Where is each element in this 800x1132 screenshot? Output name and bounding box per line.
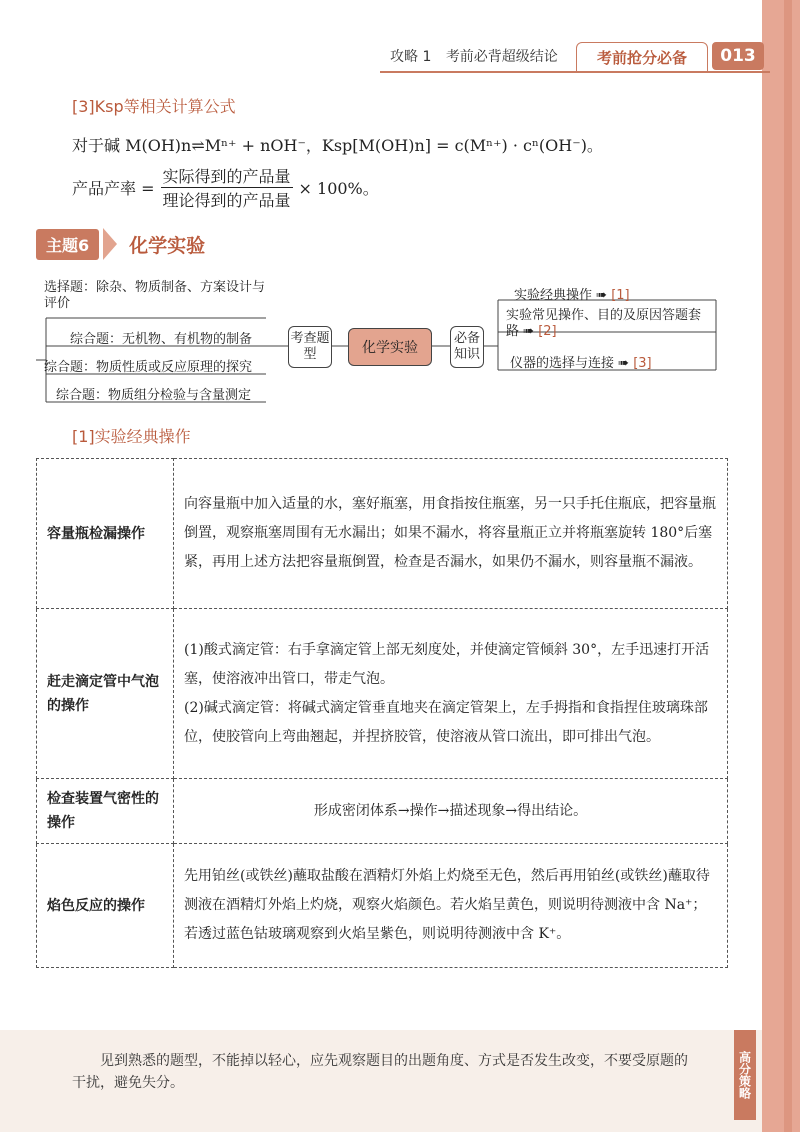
arrow-right-icon: ➠ bbox=[523, 324, 535, 339]
yield-denominator: 理论得到的产品量 bbox=[162, 191, 291, 210]
table-row bbox=[37, 459, 728, 609]
row-label: 焰色反应的操作 bbox=[37, 844, 174, 968]
row-label: 检查装置气密性的操作 bbox=[37, 779, 174, 844]
row-content: (1)酸式滴定管：右手拿滴定管上部无刻度处，并使滴定管倾斜 30°，左手迅速打开活塞，使溶液冲出管口，带走气泡。 (2)碱式滴定管：将碱式滴定管垂直地夹在滴定管架上，左手拇指和食指捏住玻璃珠部位，使胶管向上弯曲翘起，并捏挤胶管，使溶液从管口流出，即可排出气泡。 bbox=[174, 609, 728, 779]
side-tag: 高分策略 bbox=[734, 1030, 756, 1120]
mindmap-left-item: 综合题：物质性质或反应原理的探究 bbox=[44, 360, 253, 375]
row-content: 向容量瓶中加入适量的水，塞好瓶塞，用食指按住瓶塞，另一只手托住瓶底，把容量瓶倒置，观察瓶塞周围有无水漏出；如果不漏水，将容量瓶正立并将瓶塞旋转 180°后塞紧，再用上述方法把容量瓶倒置，检查是否漏水，如果仍不漏水，则容量瓶不漏液。 bbox=[174, 459, 728, 609]
header-strategy-title: 考前必背超级结论 bbox=[445, 49, 558, 65]
row-label: 赶走滴定管中气泡的操作 bbox=[37, 609, 174, 779]
mindmap-left-item: 选择题：除杂、物质制备、方案设计与评价 bbox=[44, 280, 266, 311]
table-row bbox=[37, 779, 728, 844]
row-content: 先用铂丝(或铁丝)蘸取盐酸在酒精灯外焰上灼烧至无色，然后再用铂丝(或铁丝)蘸取待测液在酒精灯外焰上灼烧，观察火焰颜色。若火焰呈黄色，则说明待测液中含 Na⁺；若透过蓝色钴玻璃观察到火焰呈紫色，则说明待测液中含 K⁺。 bbox=[174, 844, 728, 968]
mindmap-right-item: 实验经典操作 ➠ [1] bbox=[514, 288, 630, 303]
section-1-title: [1]实验经典操作 bbox=[72, 427, 191, 446]
section-3-title: [3]Ksp等相关计算公式 bbox=[72, 97, 236, 116]
mindmap-right-item: 实验常见操作、目的及原因答题套路 ➠ [2] bbox=[506, 308, 702, 339]
mindmap-center-node: 化学实验 bbox=[348, 328, 432, 366]
ksp-formula: 对于碱 M(OH)n⇌Mⁿ⁺ + nOH⁻，Ksp[M(OH)n] = c(Mⁿ⁺) · cⁿ(OH⁻)。 bbox=[72, 136, 603, 155]
yield-formula-suffix: × 100%。 bbox=[298, 179, 379, 198]
row-label: 容量瓶检漏操作 bbox=[37, 459, 174, 609]
mindmap-left-item: 综合题：物质组分检验与含量测定 bbox=[56, 388, 252, 403]
yield-numerator: 实际得到的产品量 bbox=[161, 164, 293, 188]
yield-fraction bbox=[161, 164, 293, 211]
arrow-right-icon: ➠ bbox=[596, 288, 608, 303]
yield-formula-prefix: 产品产率 = bbox=[72, 179, 155, 198]
topic-name: 化学实验 bbox=[129, 234, 206, 257]
mindmap-exam-type-node: 考查题型 bbox=[288, 326, 332, 368]
header-rule bbox=[380, 71, 770, 73]
header-strategy: 攻略 1 bbox=[390, 49, 432, 65]
mindmap-knowledge-node: 必备知识 bbox=[450, 326, 484, 368]
table-row bbox=[37, 844, 728, 968]
page-header bbox=[0, 42, 800, 72]
page-number: 013 bbox=[712, 42, 764, 70]
footer-note: 见到熟悉的题型，不能掉以轻心，应先观察题目的出题角度、方式是否发生改变，不要受原题的干扰，避免失分。 bbox=[72, 1053, 688, 1091]
table-row bbox=[37, 609, 728, 779]
topic-bar bbox=[36, 228, 205, 260]
chevron-right-icon bbox=[103, 228, 117, 260]
operations-table bbox=[36, 458, 728, 968]
page-edge-band bbox=[762, 0, 800, 1132]
row-content: 形成密闭体系→操作→描述现象→得出结论。 bbox=[174, 779, 728, 844]
arrow-right-icon: ➠ bbox=[618, 356, 630, 371]
mindmap-right-item: 仪器的选择与连接 ➠ [3] bbox=[510, 356, 652, 371]
yield-formula bbox=[72, 164, 379, 211]
topic-badge: 主题6 bbox=[36, 229, 99, 260]
mindmap-left-item: 综合题：无机物、有机物的制备 bbox=[70, 332, 253, 347]
header-tab: 考前抢分必备 bbox=[576, 42, 708, 72]
